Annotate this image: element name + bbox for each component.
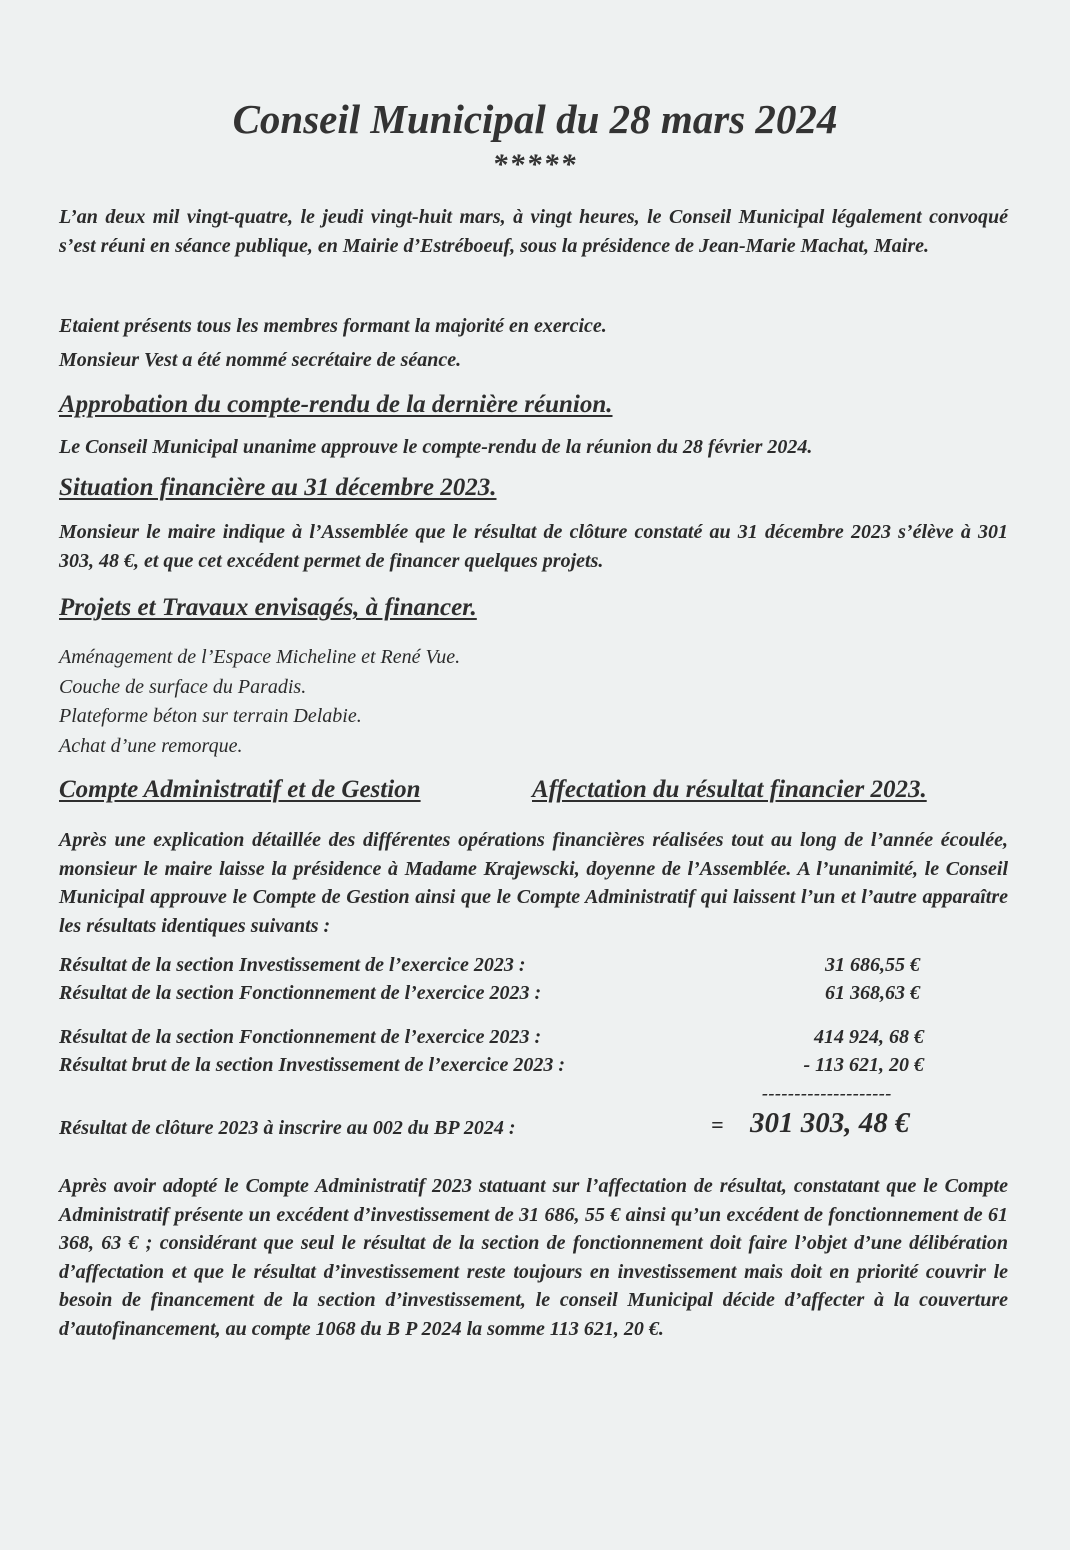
situation-paragraph: Monsieur le maire indique à l’Assemblée que le résultat de clôture constaté au 31 décembre 2023 s’élève à 301 303, 48 €, et que cet excédent permet de financer quelques projets. — [59, 521, 1008, 572]
result-label-investissement: Résultat de la section Investissement de l’exercice 2023 : — [59, 954, 526, 976]
result-value-fonctionnement-cumule: 414 924, 68 € — [814, 1026, 924, 1048]
title-separator-stars: ***** — [492, 148, 578, 181]
intro-paragraph: L’an deux mil vingt-quatre, le jeudi vingt-huit mars, à vingt heures, le Conseil Municipal légalement convoqué s’est réuni en séance publique, en Mairie d’Estréboeuf, sous la présidence de Jean-Marie Machat, Maire. — [59, 206, 1008, 257]
cloture-label: Résultat de clôture 2023 à inscrire au 002 du BP 2024 : — [59, 1117, 516, 1139]
conclusion-paragraph: Après avoir adopté le Compte Administratif 2023 statuant sur l’affectation de résultat, constatant que le Compte Administratif présente un excédent d’investissement de 31 686, 55 € ainsi qu’un excédent de fonctionnement de 61 368, 63 € ; considérant que seul le résultat de la section de fonctionnement doit faire l’objet d’une délibération d’affectation et que le résultat d’investissement reste toujours en investissement mais doit en priorité couvrir le besoin de financement de la section d’investissement, le conseil Municipal décide d’affecter à la couverture d’autofinancement, au compte 1068 du B P 2024 la somme 113 621, 20 €. — [59, 1175, 1008, 1340]
list-item: Aménagement de l’Espace Micheline et René Vue. — [59, 646, 461, 668]
heading-projets: Projets et Travaux envisagés, à financer. — [59, 594, 477, 621]
list-item: Couche de surface du Paradis. — [59, 675, 307, 698]
compte-paragraph: Après une explication détaillée des différentes opérations financières réalisées tout au long de l’année écoulée, monsieur le maire laisse la présidence à Madame Krajewscki, doyenne de l’Assemblée. A l’unanimité, le Conseil Municipal approuve le Compte de Gestion ainsi que le Compte Administratif qui laissent l’un et l’autre apparaître les résultats identiques suivants : — [59, 829, 1008, 937]
result-value-investissement: 31 686,55 € — [825, 954, 920, 976]
result-value-investissement-brut: - 113 621, 20 € — [803, 1054, 924, 1076]
result-label-investissement-brut: Résultat brut de la section Investissement de l’exercice 2023 : — [59, 1054, 566, 1076]
result-label-fonctionnement: Résultat de la section Fonctionnement de l’exercice 2023 : — [59, 982, 542, 1004]
projects-list — [59, 643, 460, 761]
list-item: Plateforme béton sur terrain Delabie. — [59, 705, 362, 727]
heading-approbation: Approbation du compte-rendu de la dernière réunion. — [59, 391, 613, 418]
list-item: Achat d’une remorque. — [59, 734, 243, 757]
heading-affectation: Affectation du résultat financier 2023. — [532, 776, 927, 803]
cloture-equals-sign: = — [711, 1112, 724, 1137]
total-separator-line: -------------------- — [762, 1083, 892, 1103]
approbation-paragraph: Le Conseil Municipal unanime approuve le compte-rendu de la réunion du 28 février 2024. — [59, 436, 813, 458]
result-value-fonctionnement: 61 368,63 € — [825, 982, 920, 1004]
presents-paragraph: Etaient présents tous les membres formant la majorité en exercice. — [59, 315, 607, 337]
page-title: Conseil Municipal du 28 mars 2024 — [232, 96, 838, 142]
heading-compte-administratif: Compte Administratif et de Gestion — [59, 776, 421, 803]
secretaire-paragraph: Monsieur Vest a été nommé secrétaire de séance. — [59, 349, 462, 371]
result-label-fonctionnement-cumule: Résultat de la section Fonctionnement de l’exercice 2023 : — [59, 1026, 542, 1048]
heading-situation: Situation financière au 31 décembre 2023. — [59, 474, 497, 501]
cloture-total-value: 301 303, 48 € — [750, 1107, 910, 1139]
